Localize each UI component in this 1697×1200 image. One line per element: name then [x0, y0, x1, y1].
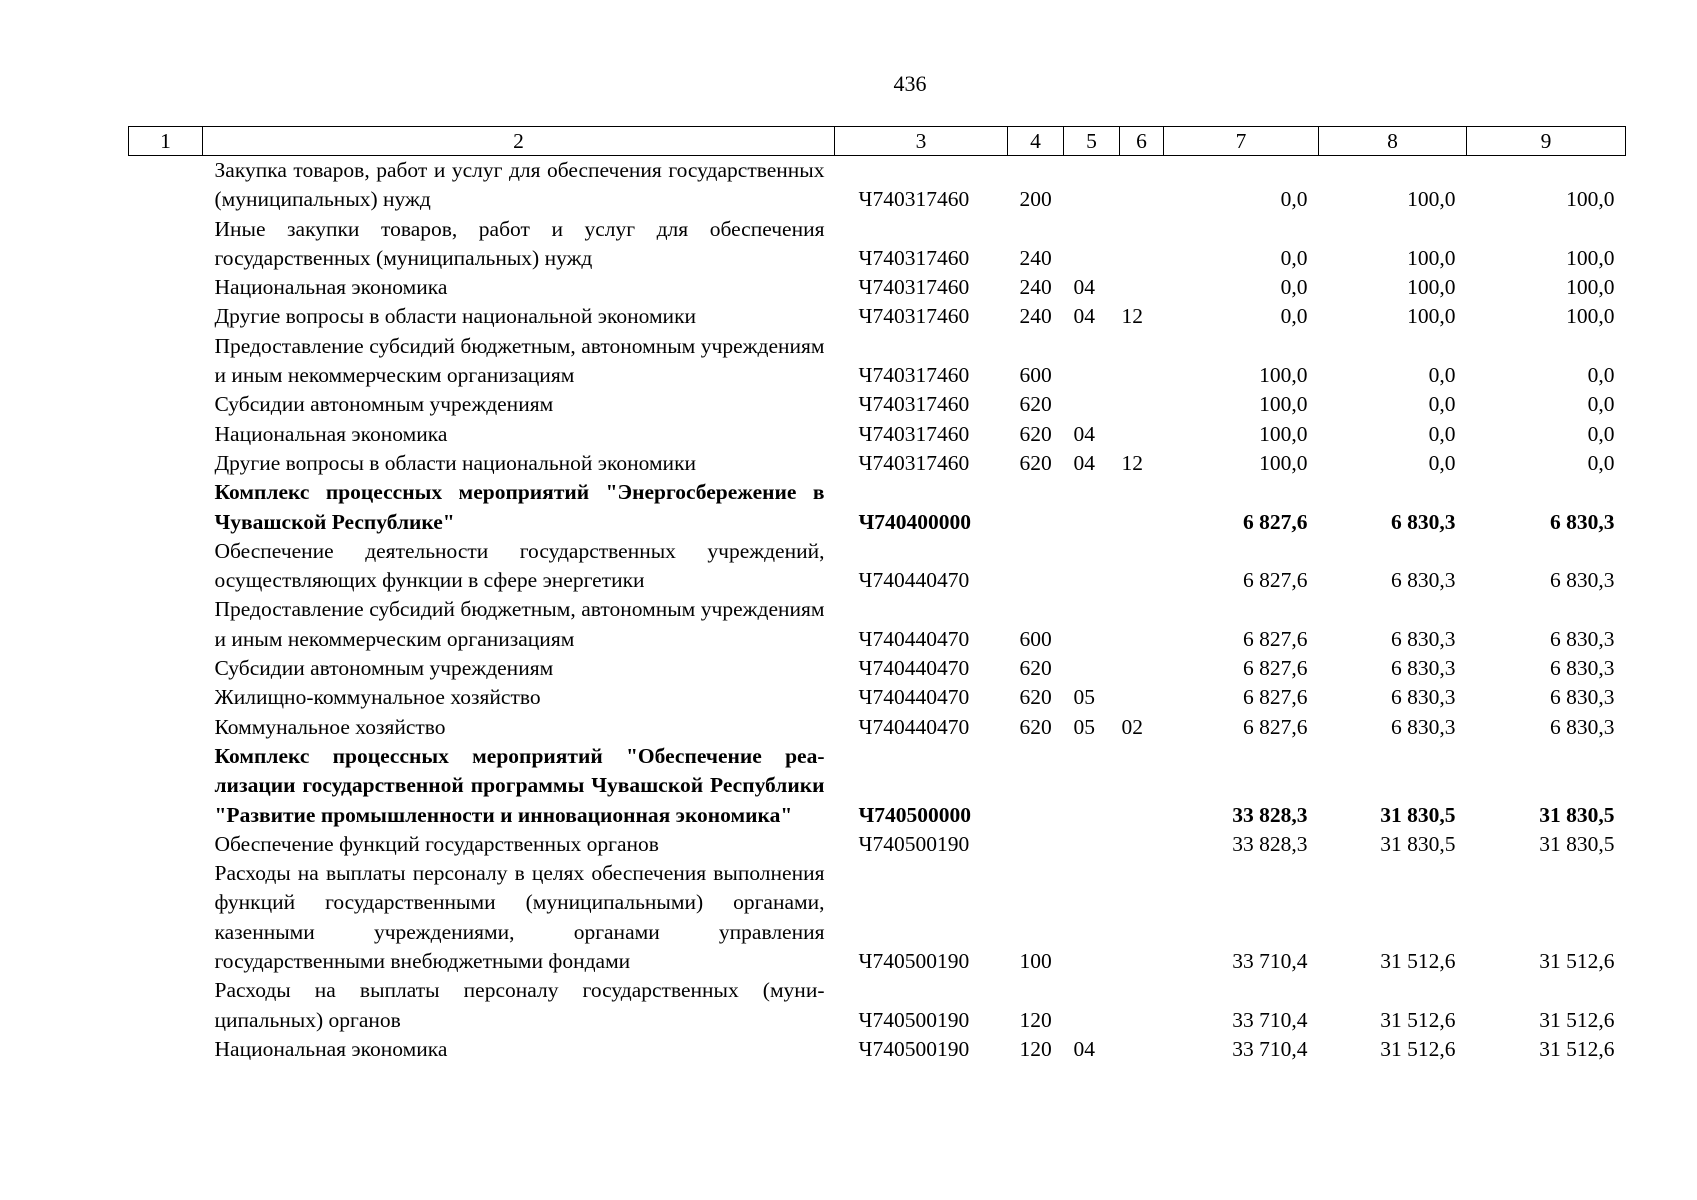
section-code: 04	[1073, 450, 1095, 475]
column-header: 2	[203, 127, 835, 156]
amount-col-7: 100,0	[1259, 363, 1308, 388]
blank-cell	[129, 302, 203, 331]
amount-col-8: 6 830,3	[1391, 568, 1456, 593]
amount-col-9: 6 830,3	[1550, 685, 1615, 710]
expense-type	[1008, 742, 1064, 830]
target-code: Ч740317460	[858, 187, 970, 212]
amount-col-9: 6 830,3	[1550, 568, 1615, 593]
amount-col-8: 100,0	[1407, 245, 1456, 270]
section-code: 05	[1073, 685, 1095, 710]
amount-col-9: 0,0	[1587, 421, 1615, 446]
amount-col-9: 0,0	[1587, 392, 1615, 417]
table-row	[129, 156, 1626, 215]
blank-cell	[129, 215, 203, 274]
section-code	[1064, 390, 1120, 419]
expense-type: 200	[1019, 187, 1052, 212]
amount-col-9: 100,0	[1566, 245, 1615, 270]
amount-col-8: 31 512,6	[1380, 949, 1456, 974]
subsection-code	[1120, 1035, 1164, 1064]
row-name: Национальная экономика	[214, 421, 448, 446]
amount-col-9: 100,0	[1566, 187, 1615, 212]
expense-type	[1008, 830, 1064, 859]
target-code: Ч740317460	[858, 275, 970, 300]
amount-col-7: 33 710,4	[1232, 949, 1308, 974]
table-row	[129, 390, 1626, 419]
section-code: 04	[1073, 1036, 1095, 1061]
table-body	[129, 156, 1626, 1065]
target-code: Ч740400000	[858, 509, 972, 534]
table-row	[129, 830, 1626, 859]
amount-col-7: 0,0	[1280, 304, 1308, 329]
amount-col-9: 6 830,3	[1550, 714, 1615, 739]
amount-col-8: 31 512,6	[1380, 1036, 1456, 1061]
section-code: 05	[1073, 714, 1095, 739]
amount-col-7: 100,0	[1259, 450, 1308, 475]
column-header: 4	[1008, 127, 1064, 156]
target-code: Ч740317460	[858, 245, 970, 270]
table-header	[129, 127, 1626, 156]
blank-cell	[129, 859, 203, 976]
table-row	[129, 713, 1626, 742]
expense-type: 240	[1019, 245, 1052, 270]
subsection-code	[1120, 654, 1164, 683]
amount-col-8: 6 830,3	[1391, 685, 1456, 710]
blank-cell	[129, 390, 203, 419]
amount-col-8: 31 512,6	[1380, 1007, 1456, 1032]
subsection-code	[1120, 390, 1164, 419]
row-name: Комплекс процессных мероприятий "Обеспечение реализации государственной программы Чувашской Республики "Развитие промышленности и инновационная экономика"	[214, 743, 825, 827]
expense-type	[1008, 537, 1064, 596]
section-code: 04	[1073, 275, 1095, 300]
row-name: Обеспечение функций государственных органов	[214, 831, 659, 856]
expense-type: 120	[1019, 1007, 1052, 1032]
amount-col-9: 31 512,6	[1539, 1036, 1615, 1061]
amount-col-9: 31 512,6	[1539, 1007, 1615, 1032]
table-row	[129, 595, 1626, 654]
amount-col-7: 6 827,6	[1243, 509, 1308, 534]
subsection-code	[1120, 742, 1164, 830]
section-code	[1064, 976, 1120, 1035]
amount-col-9: 6 830,3	[1550, 656, 1615, 681]
target-code: Ч740317460	[858, 363, 970, 388]
amount-col-9: 0,0	[1587, 450, 1615, 475]
amount-col-8: 100,0	[1407, 304, 1456, 329]
target-code: Ч740317460	[858, 304, 970, 329]
table-row	[129, 332, 1626, 391]
row-name: Расходы на выплаты персоналу государственных (муниципальных) органов	[214, 978, 825, 1032]
row-name: Иные закупки товаров, работ и услуг для обеспечения государственных (муниципальных) нужд	[214, 216, 825, 270]
subsection-code	[1120, 332, 1164, 391]
amount-col-8: 0,0	[1428, 421, 1456, 446]
target-code: Ч740440470	[858, 685, 970, 710]
expense-type: 620	[1019, 450, 1052, 475]
expense-type: 620	[1019, 685, 1052, 710]
section-code: 04	[1073, 304, 1095, 329]
table-row	[129, 683, 1626, 712]
amount-col-7: 6 827,6	[1243, 626, 1308, 651]
column-header: 8	[1319, 127, 1467, 156]
row-name: Субсидии автономным учреждениям	[214, 392, 554, 417]
amount-col-7: 33 710,4	[1232, 1007, 1308, 1032]
column-header: 7	[1164, 127, 1319, 156]
target-code: Ч740500190	[858, 831, 970, 856]
blank-cell	[129, 478, 203, 537]
subsection-code	[1120, 830, 1164, 859]
table-row	[129, 478, 1626, 537]
expense-type: 620	[1019, 656, 1052, 681]
blank-cell	[129, 332, 203, 391]
row-name: Комплекс процессных мероприятий "Энергосбережение в Чувашской Республике"	[214, 480, 825, 534]
blank-cell	[129, 654, 203, 683]
subsection-code	[1120, 273, 1164, 302]
amount-col-8: 31 830,5	[1380, 802, 1456, 827]
amount-col-7: 6 827,6	[1243, 568, 1308, 593]
target-code: Ч740440470	[858, 568, 970, 593]
amount-col-7: 100,0	[1259, 421, 1308, 446]
table-row	[129, 420, 1626, 449]
table-row	[129, 742, 1626, 830]
subsection-code: 12	[1121, 304, 1143, 329]
row-name: Коммунальное хозяйство	[214, 714, 446, 739]
amount-col-7: 0,0	[1280, 245, 1308, 270]
table-row	[129, 215, 1626, 274]
target-code: Ч740440470	[858, 656, 970, 681]
subsection-code	[1120, 683, 1164, 712]
amount-col-7: 0,0	[1280, 275, 1308, 300]
target-code: Ч740317460	[858, 421, 970, 446]
column-header: 1	[129, 127, 203, 156]
blank-cell	[129, 156, 203, 215]
row-name: Жилищно-коммунальное хозяйство	[214, 685, 541, 710]
table-row	[129, 859, 1626, 976]
amount-col-8: 6 830,3	[1391, 626, 1456, 651]
target-code: Ч740500190	[858, 1007, 970, 1032]
amount-col-9: 31 830,5	[1539, 802, 1615, 827]
subsection-code	[1120, 478, 1164, 537]
subsection-code	[1120, 859, 1164, 976]
subsection-code	[1120, 595, 1164, 654]
column-header: 3	[835, 127, 1008, 156]
amount-col-7: 6 827,6	[1243, 685, 1308, 710]
subsection-code	[1120, 215, 1164, 274]
target-code: Ч740440470	[858, 626, 970, 651]
expense-type: 240	[1019, 275, 1052, 300]
amount-col-8: 31 830,5	[1380, 831, 1456, 856]
amount-col-8: 6 830,3	[1391, 509, 1456, 534]
amount-col-9: 31 512,6	[1539, 949, 1615, 974]
blank-cell	[129, 1035, 203, 1064]
amount-col-9: 0,0	[1587, 363, 1615, 388]
header-row	[129, 127, 1626, 156]
amount-col-7: 6 827,6	[1243, 656, 1308, 681]
blank-cell	[129, 537, 203, 596]
target-code: Ч740440470	[858, 714, 970, 739]
column-header: 6	[1120, 127, 1164, 156]
amount-col-7: 100,0	[1259, 392, 1308, 417]
blank-cell	[129, 830, 203, 859]
amount-col-8: 100,0	[1407, 187, 1456, 212]
amount-col-9: 6 830,3	[1550, 509, 1615, 534]
blank-cell	[129, 273, 203, 302]
amount-col-9: 31 830,5	[1539, 831, 1615, 856]
table-row	[129, 302, 1626, 331]
row-name: Национальная экономика	[214, 1036, 448, 1061]
subsection-code	[1120, 976, 1164, 1035]
target-code: Ч740500190	[858, 1036, 970, 1061]
expense-type: 600	[1019, 626, 1052, 651]
target-code: Ч740500000	[858, 802, 972, 827]
section-code: 04	[1073, 421, 1095, 446]
expense-type: 600	[1019, 363, 1052, 388]
amount-col-7: 33 828,3	[1232, 802, 1308, 827]
target-code: Ч740317460	[858, 450, 970, 475]
blank-cell	[129, 742, 203, 830]
amount-col-9: 100,0	[1566, 304, 1615, 329]
amount-col-7: 0,0	[1280, 187, 1308, 212]
section-code	[1064, 654, 1120, 683]
blank-cell	[129, 976, 203, 1035]
amount-col-7: 6 827,6	[1243, 714, 1308, 739]
amount-col-8: 0,0	[1428, 363, 1456, 388]
budget-table	[128, 126, 1626, 1064]
row-name: Субсидии автономным учреждениям	[214, 656, 554, 681]
amount-col-8: 100,0	[1407, 275, 1456, 300]
section-code	[1064, 595, 1120, 654]
section-code	[1064, 537, 1120, 596]
section-code	[1064, 859, 1120, 976]
section-code	[1064, 156, 1120, 215]
table-row	[129, 449, 1626, 478]
subsection-code: 02	[1121, 714, 1143, 739]
amount-col-9: 100,0	[1566, 275, 1615, 300]
table-row	[129, 1035, 1626, 1064]
section-code	[1064, 830, 1120, 859]
blank-cell	[129, 683, 203, 712]
expense-type: 620	[1019, 421, 1052, 446]
amount-col-7: 33 710,4	[1232, 1036, 1308, 1061]
expense-type: 240	[1019, 304, 1052, 329]
amount-col-8: 0,0	[1428, 392, 1456, 417]
expense-type: 120	[1019, 1036, 1052, 1061]
row-name: Предоставление субсидий бюджетным, автономным учреждениям и иным некоммерческим организациям	[214, 333, 825, 388]
blank-cell	[129, 713, 203, 742]
amount-col-7: 33 828,3	[1232, 831, 1308, 856]
table-row	[129, 273, 1626, 302]
row-name: Закупка товаров, работ и услуг для обеспечения государственных (муниципальных) нужд	[214, 158, 825, 212]
row-name: Обеспечение деятельности государственных учреждений, осуществляющих функции в сфере энергетики	[214, 538, 825, 593]
column-header: 5	[1064, 127, 1120, 156]
target-code: Ч740317460	[858, 392, 970, 417]
page-number: 436	[893, 71, 927, 96]
row-name: Национальная экономика	[214, 275, 448, 300]
amount-col-9: 6 830,3	[1550, 626, 1615, 651]
subsection-code: 12	[1121, 450, 1143, 475]
subsection-code	[1120, 537, 1164, 596]
target-code: Ч740500190	[858, 949, 970, 974]
section-code	[1064, 332, 1120, 391]
section-code	[1064, 742, 1120, 830]
blank-cell	[129, 420, 203, 449]
expense-type: 620	[1019, 392, 1052, 417]
amount-col-8: 6 830,3	[1391, 656, 1456, 681]
row-name: Расходы на выплаты персоналу в целях обеспечения выполнения функций государственными (муниципальными) органами, казенными учреждениями, органами управления государственными внебюджетными фондами	[214, 861, 825, 974]
row-name: Другие вопросы в области национальной экономики	[214, 450, 697, 475]
column-header: 9	[1467, 127, 1626, 156]
table-row	[129, 537, 1626, 596]
expense-type: 620	[1019, 714, 1052, 739]
blank-cell	[129, 595, 203, 654]
section-code	[1064, 478, 1120, 537]
subsection-code	[1120, 156, 1164, 215]
row-name: Предоставление субсидий бюджетным, автономным учреждениям и иным некоммерческим организациям	[214, 597, 825, 651]
row-name: Другие вопросы в области национальной экономики	[214, 304, 697, 329]
section-code	[1064, 215, 1120, 274]
subsection-code	[1120, 420, 1164, 449]
amount-col-8: 0,0	[1428, 450, 1456, 475]
expense-type: 100	[1019, 949, 1052, 974]
table-row	[129, 976, 1626, 1035]
blank-cell	[129, 449, 203, 478]
expense-type	[1008, 478, 1064, 537]
amount-col-8: 6 830,3	[1391, 714, 1456, 739]
table-row	[129, 654, 1626, 683]
